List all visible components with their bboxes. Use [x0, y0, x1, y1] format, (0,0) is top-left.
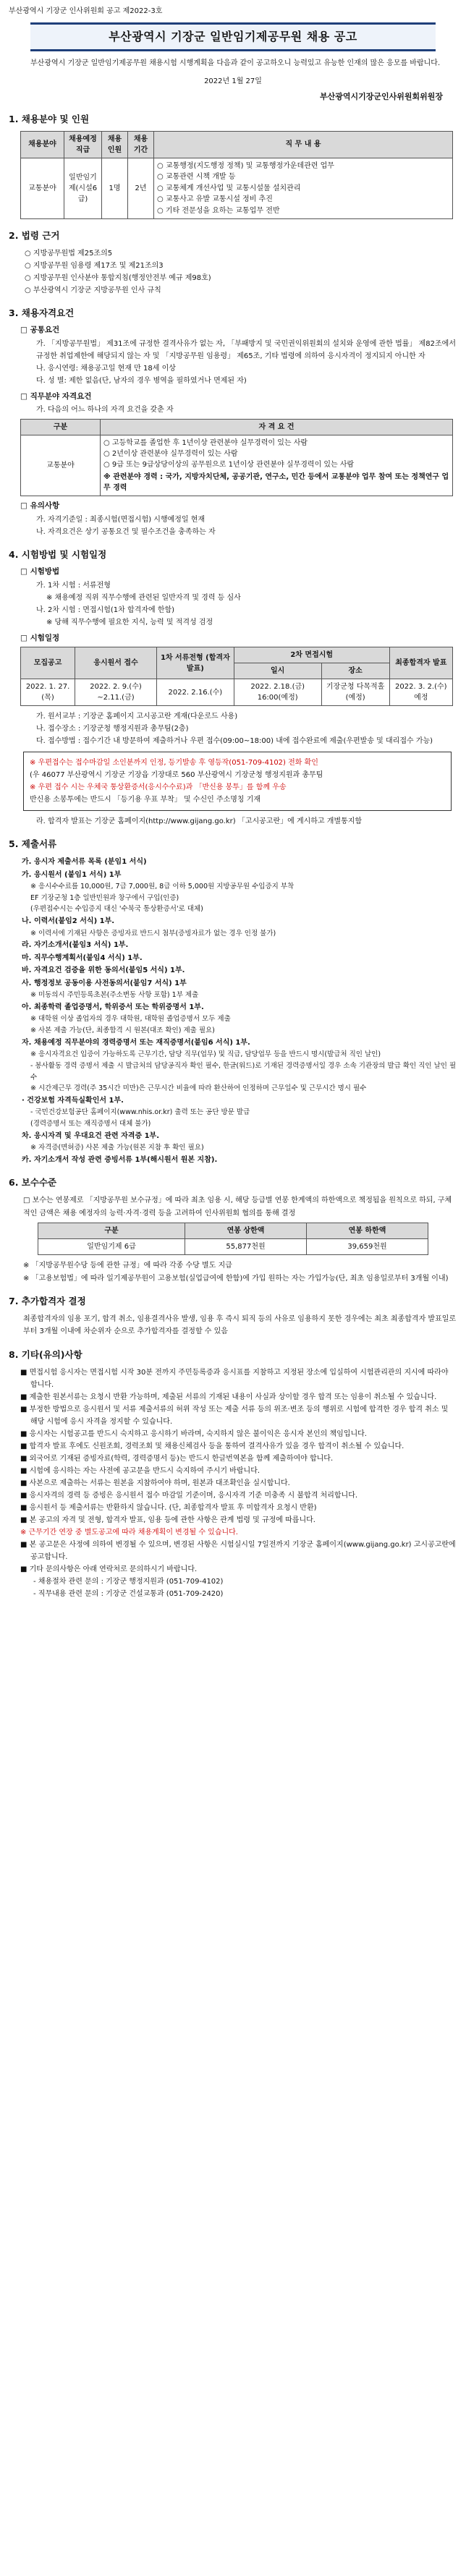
section-title-5: 5. 제출서류 — [9, 838, 57, 850]
doc-item: 아. 최종학력 졸업증명서, 학위증서 또는 학위증명서 1부. — [22, 1003, 204, 1011]
notice-item: ■ 부정한 방법으로 응시원서 및 서류 제출서류의 허위 작성 또는 제출 서류 등의 위조·변조 등의 행위로 시험에 합격한 경우 합격 취소 및 해당 시험에 응시 자격을 정지할 수 있습니다. — [20, 1405, 449, 1426]
doc-item: 카. 자기소개서 작성 관련 증빙서류 1부(해시원서 원본 지참). — [22, 1155, 218, 1164]
extra-pass-text: 최종합격자의 임용 포기, 합격 취소, 임용결격사유 발생, 임용 후 즉시 퇴직 등의 사유로 임용하지 못한 경우에는 최초 최종합격자 발표일로부터 3개월 이내에 차순위자 순으로 추가합격자를 결정할 수 있음 — [23, 1314, 457, 1336]
cell-period: 2년 — [128, 158, 154, 219]
cell-interview-date: 2022. 2.18.(금) 16:00(예정) — [234, 679, 321, 706]
duty-item: ○ 교통행정(지도행정 정책) 및 교통행정가운데관련 업무 — [157, 161, 334, 170]
doc-sub-item: - 봉사활동 경력 증명서 제출 시 발급처의 담당공직자 확인 필수, 한글(워드)로 기재된 경력증명서일 경우 소속 기관장의 발급 확인 직인 날인 필수 — [30, 1061, 457, 1081]
doc-item: 자. 채용예정 직무분야의 경력증명서 또는 재직증명서(붙임6 서식) 1부. — [22, 1038, 250, 1047]
doc-item: 나. 이력서(붙임2 서식) 1부. — [22, 917, 115, 926]
method-item: 가. 1차 시험 : 서류전형 — [36, 581, 111, 590]
req-item: ○ 2년이상 관련분야 실무경력이 있는 사람 — [103, 450, 238, 459]
doc-sub-item: ※ 미동의시 주민등록초본(주소변동 사항 포함) 1부 제출 — [30, 991, 199, 1000]
contact-item: - 직무내용 관련 문의 : 기장군 건설교통과 (051-709-2420) — [33, 1589, 224, 1598]
notice-item: ■ 제출한 원본서류는 요청시 반환 가능하며, 제출된 서류의 기재된 내용이 사실과 상이할 경우 합격 또는 임용이 취소될 수 있습니다. — [20, 1393, 437, 1401]
section-title-7: 7. 추가합격자 결정 — [9, 1296, 86, 1307]
duty-item: ○ 교통사고 유발 교통시설 정비 추진 — [157, 195, 273, 204]
cell-count: 1명 — [102, 158, 128, 219]
col-header: 장소 — [321, 663, 389, 679]
cell-reqs — [101, 435, 453, 496]
table-row — [38, 1239, 428, 1255]
duty-item: ○ 기타 전문성을 요하는 교통업무 전반 — [157, 206, 280, 215]
doc-item: 마. 직무수행계획서(붙임4 서식) 1부. — [22, 953, 143, 962]
salary-note: ※ 「고용보험법」에 따라 일기제공무원이 고용보험(실업급여에 한함)에 가입 원하는 자는 가입가능(단, 최초 임용일로부터 3개월 이내) — [23, 1274, 449, 1283]
recruit-table — [20, 131, 453, 220]
doc-item: 사. 행정정보 공동이용 사전동의서(붙임7 서식) 1부 — [22, 979, 187, 987]
detail-req-title: □ 직무분야 자격요건 — [20, 391, 92, 401]
req-note: ※ 관련분야 경력 : 국가, 지방자치단체, 공공기관, 연구소, 민간 등에서 교통분야 업무 참여 또는 정책연구 업무 경력 — [103, 473, 449, 493]
section-title-8: 8. 기타(유의)사항 — [9, 1348, 82, 1360]
cell-interview-place: 기장군청 다목적홀(예정) — [321, 679, 389, 706]
mail-notice-box — [23, 752, 452, 811]
doc-sub-item: (경력증명서 또는 재직증명서 대체 불가) — [30, 1120, 151, 1128]
col-header: 연봉 하한액 — [307, 1223, 428, 1239]
table-row — [21, 158, 453, 219]
doc-sub-item: (우편접수시는 수입증지 대신 '수북국 통상환증서'로 대체) — [30, 905, 203, 914]
common-req-title: □ 공통요건 — [20, 325, 60, 334]
notice-item: ■ 면접시험 응시자는 면접시험 시작 30분 전까지 주민등록증과 응시표를 지참하고 지정된 장소에 입실하여 시험관리관의 지시에 따라야 합니다. — [20, 1368, 449, 1389]
law-item: ○ 지방공무원법 제25조의5 — [25, 250, 113, 258]
section-title-1: 1. 채용분야 및 인원 — [9, 114, 90, 124]
schedule-table-wrap — [20, 647, 453, 706]
salary-note: ※ 「지방공무원수당 등에 관한 규정」에 따라 각종 수당 별도 지급 — [23, 1262, 232, 1270]
contact-list — [9, 1539, 457, 1600]
doc-sub-item: ※ 응시수수료를 10,000원, 7급 7,000원, 8급 이하 5,000원 지방공무원 수입증지 부착 — [30, 883, 295, 890]
mail-notice-line: ※ 우편 접수 시는 우체국 통상환증서(응시수수료)과 「반신용 봉투」를 함께 우송 — [30, 783, 287, 792]
law-item: ○ 부산광역시 기장군 지방공무원 인사 규칙 — [25, 286, 161, 294]
req-item: ○ 9급 또는 9급상당이상의 공무원으로 1년이상 관련분야 실무경력이 있는 사람 — [103, 461, 355, 469]
salary-table — [38, 1223, 428, 1255]
schedule-note: 가. 원서교부 : 기장군 홈페이지 고시공고란 게재(다운로드 사용) — [36, 713, 238, 721]
contact-item: - 채용절차 관련 문의 : 기장군 행정지원과 (051-709-4102) — [33, 1577, 224, 1586]
cell-duties — [154, 158, 453, 219]
law-item: ○ 지방공무원 임용령 제17조 및 제21조의3 — [25, 262, 164, 270]
method-note: ※ 채용예정 직위 직무수행에 관련된 일반자격 및 경력 등 심사 — [46, 593, 241, 602]
detail-req-intro: 가. 다음의 어느 하나의 자격 요건을 갖춘 자 — [36, 406, 174, 415]
intro-text: 부산광역시 기장군 일반임기제공무원 채용시험 시행계획을 다음과 같이 공고하오니 능력있고 유능한 인재의 많은 응모를 바랍니다. — [30, 59, 441, 67]
mail-notice-line: 반신용 소봉투에는 반드시 「등기용 우표 부착」 및 수신인 주소명칭 기재 — [30, 796, 261, 804]
notes-list — [9, 1366, 457, 1539]
notice-item: ■ 본 공고의 자격 및 전형, 합격자 발표, 임용 등에 관한 사항은 관계 법령 및 규정에 따릅니다. — [20, 1516, 315, 1524]
mail-notice-line: ※ 우편접수는 접수마감일 소인분까지 인정, 등기발송 후 영등작(051-709-4102) 전화 확인 — [30, 759, 318, 768]
col-header: 일시 — [234, 663, 321, 679]
req-item: ○ 고등학교를 졸업한 후 1년이상 관련분야 실무경력이 있는 사람 — [103, 439, 308, 448]
common-req-item: 다. 성 별: 제한 없음(단, 남자의 경우 병역을 필하였거나 면제된 자) — [36, 376, 247, 385]
notice-item: ■ 본 공고문은 사정에 의하여 변경될 수 있으며, 변경된 사항은 시험실시일 7일전까지 기장군 홈페이지(www.gijang.go.kr) 고시공고란에 공고합니다. — [20, 1540, 456, 1561]
col-header: 채용 인원 — [102, 131, 128, 158]
doc-sub-item: ※ 자격증(면허증) 사본 제출 가능(원본 지참 후 확인 필요) — [30, 1144, 204, 1152]
section-title-4: 4. 시험방법 및 시험일정 — [9, 549, 107, 560]
notice-item: ■ 기타 문의사항은 아래 연락처로 문의하시기 바랍니다. — [20, 1565, 198, 1573]
qual-table — [20, 419, 453, 496]
doc-item: 라. 자기소개서(붙임3 서식) 1부. — [22, 941, 129, 950]
org-name: 부산광역시기장군인사위원회위원장 — [319, 91, 443, 101]
notice-item: ■ 외국어로 기재된 증빙자료(학력, 경력증명서 등)는 반드시 한글번역본을 함께 제출하여야 합니다. — [20, 1454, 334, 1463]
common-req-item: 나. 응시연령: 채용공고일 현재 만 18세 이상 — [36, 364, 176, 373]
cell-final: 2022. 3. 2.(수) 예정 — [389, 679, 452, 706]
cell-apply: 2022. 2. 9.(수) ~2.11.(금) — [75, 679, 157, 706]
etc-title: □ 유의사항 — [20, 501, 60, 511]
cell-min: 39,659천원 — [307, 1239, 428, 1255]
result-announce: 라. 합격자 발표는 기장군 홈페이지(http://www.gijang.go.kr) 「고시공고란」에 게시하고 개별통지함 — [36, 817, 363, 826]
doc-item: 가. 응시원서 (붙임1 서식) 1부 — [22, 870, 122, 879]
salary-desc: □ 보수는 연봉제로 「지방공무원 보수규정」에 따라 최초 임용 시, 해당 등급별 연봉 한계액의 하한액으로 책정됨을 원칙으로 하되, 구체적인 금액은 채용 예정자의 능력·자격·경력 등을 고려하여 인사위원회 협의를 통해 결정 — [23, 1196, 452, 1217]
doc-sub-item: ※ 시간제근무 경력(주 35시간 미만)은 근무시간 비율에 따라 환산하여 인정하며 근무일수 및 근무시간 명시 필수 — [30, 1084, 367, 1093]
duty-item: ○ 교통체계 개선사업 및 교통시설물 설치관리 — [157, 184, 301, 192]
schedule-note: 나. 접수장소 : 기장군청 행정지원과 총무팀(2층) — [36, 725, 189, 734]
section-title-6: 6. 보수수준 — [9, 1177, 57, 1189]
method-title: □ 시험방법 — [20, 566, 60, 576]
section-title-2: 2. 법령 근거 — [9, 230, 60, 242]
doc-sub-item: ※ 대학원 이상 졸업자의 경우 대학원, 대학원 졸업증명서 모두 제출 — [30, 1015, 231, 1024]
notice-item: ■ 응시자는 시험공고를 반드시 숙지하고 응시하기 바라며, 숙지하지 않은 불이익은 응시자 본인의 책임입니다. — [20, 1429, 367, 1438]
notice-item: ■ 사본으로 제출하는 서류는 원본을 지참하여야 하며, 원본과 대조확인을 실시합니다. — [20, 1479, 290, 1487]
col-header: 2차 면접시험 — [234, 647, 389, 663]
cell-field: 교통분야 — [21, 435, 101, 496]
docs-list — [9, 869, 457, 1167]
doc-item: 차. 응시자격 및 우대요건 관련 자격증 1부. — [22, 1131, 160, 1140]
col-header: 1차 서류전형 (합격자발표) — [156, 647, 234, 679]
col-header: 연봉 상한액 — [185, 1223, 307, 1239]
notice-date: 2022년 1월 27일 — [204, 77, 262, 85]
section-title-3: 3. 채용자격요건 — [9, 307, 75, 318]
doc-item: · 건강보험 자격득실확인서 1부. — [22, 1096, 124, 1105]
table-row — [21, 435, 453, 496]
doc-sub-item: EF 기장군청 1층 일반민원과 창구에서 구입(인증) — [30, 893, 179, 902]
doc-sub-item: - 국민건강보험공단 홈페이지(www.nhis.or.kr) 출력 또는 공단 방문 발급 — [30, 1108, 250, 1117]
col-header: 채용예정 직급 — [64, 131, 102, 158]
table-row — [21, 679, 453, 706]
schedule-note: 다. 접수방법 : 접수기간 내 방문하여 제출하거나 우편 접수(09:00~18:00) 내에 접수완료에 제출(우편발송 및 대리접수 가능) — [36, 737, 433, 746]
col-header: 채용 기간 — [128, 131, 154, 158]
doc-sub-item: ※ 사본 제출 가능(단, 최종합격 시 원본(대조 확인) 제출 필요) — [30, 1026, 215, 1035]
cell-announce: 2022. 1. 27.(목) — [21, 679, 75, 706]
recruit-table-wrap — [20, 131, 453, 220]
etc-item: 가. 자격기준일 : 최종시험(면접시험) 시행예정일 현재 — [36, 516, 206, 524]
docs-common-title: 가. 응시자 제출서류 목록 (분임1 서식) — [22, 858, 147, 866]
mail-notice-line: (우 46077 부산광역시 기장군 기장읍 기장대로 560 부산광역시 기장군청 행정지원과 총무팀 — [30, 771, 323, 780]
qual-table-wrap — [20, 419, 453, 496]
col-header: 자 격 요 건 — [101, 420, 453, 435]
col-header: 직 무 내 용 — [154, 131, 453, 158]
notice-item: ※ 근무기간 연장 중 별도공고에 따라 채용계획이 변경될 수 있습니다. — [20, 1528, 238, 1536]
etc-item: 나. 자격요건은 상기 공통요건 및 필수조건을 충족하는 자 — [36, 528, 216, 536]
cell-grade: 일반임기제 6급 — [38, 1239, 185, 1255]
col-header: 구분 — [21, 420, 101, 435]
method-item: 나. 2차 시험 : 면접시험(1차 합격자에 한함) — [36, 605, 175, 614]
duty-item: ○ 교통관련 시책 개발 등 — [157, 173, 236, 182]
col-header: 응시원서 접수 — [75, 647, 157, 679]
common-req-item: 가. 「지방공무원법」 제31조에 규정한 결격사유가 없는 자, 「부패방지 및 국민권익위원회의 설치와 운영에 관한 법률」 제82조에서 규정한 취업제한에 해당되지 않는 자 및 「지방공무원 임용령」 제65조, 기타 법령에 의하여 응시자격이 정지되지 아니한 자 — [36, 339, 456, 360]
salary-table-wrap — [38, 1223, 428, 1255]
schedule-table — [20, 647, 453, 706]
col-header: 모집공고 — [21, 647, 75, 679]
col-header: 채용분야 — [21, 131, 64, 158]
schedule-title: □ 시험일정 — [20, 633, 60, 642]
notice-item: ■ 응시자격의 경력 등 증빙은 응시원서 접수 마감일 기준이며, 응시자격 기준 미충족 시 불합격 처리합니다. — [20, 1491, 358, 1500]
doc-sub-item: ※ 이력서에 기재된 사항은 증빙자료 반드시 첨부(증빙자료가 없는 경우 인정 불가) — [30, 929, 276, 938]
doc-sub-item: ※ 응시자격요건 입증이 가능하도록 근무기간, 담당 직무(업무) 및 직급, 담당업무 등을 반드시 명시(발급처 직인 날인) — [30, 1050, 381, 1059]
doc-item: 바. 자격요건 검증을 위한 동의서(붙임5 서식) 1부. — [22, 966, 185, 975]
page-title: 부산광역시 기장군 일반임기제공무원 채용 공고 — [109, 30, 357, 43]
notice-number: 부산광역시 기장군 인사위원회 공고 제2022-3호 — [9, 7, 163, 15]
col-header: 구분 — [38, 1223, 185, 1239]
law-item: ○ 지방공무원 인사분야 통합지침(행정안전부 예규 제98호) — [25, 274, 211, 282]
cell-field: 교통분야 — [21, 158, 64, 219]
title-box — [30, 22, 436, 51]
notice-item: ■ 응시원서 등 제출서류는 반환하지 않습니다. (단, 최종합격자 발표 후 미합격자 요청시 반환) — [20, 1503, 317, 1512]
cell-grade: 일반임기제(시설6급) — [64, 158, 102, 219]
cell-max: 55,877천원 — [185, 1239, 307, 1255]
notice-item: ■ 시험에 응시하는 자는 사전에 공고문을 반드시 숙지하여 주시기 바랍니다. — [20, 1466, 260, 1475]
method-note: ※ 당해 직무수행에 필요한 지식, 능력 및 적격성 검정 — [46, 618, 213, 626]
cell-first: 2022. 2.16.(수) — [156, 679, 234, 706]
notice-item: ■ 합격자 발표 후에도 신원조회, 경력조회 및 채용신체검사 등을 통하여 결격사유가 있을 경우 합격이 취소될 수 있습니다. — [20, 1442, 404, 1450]
col-header: 최종합격자 발표 — [389, 647, 452, 679]
